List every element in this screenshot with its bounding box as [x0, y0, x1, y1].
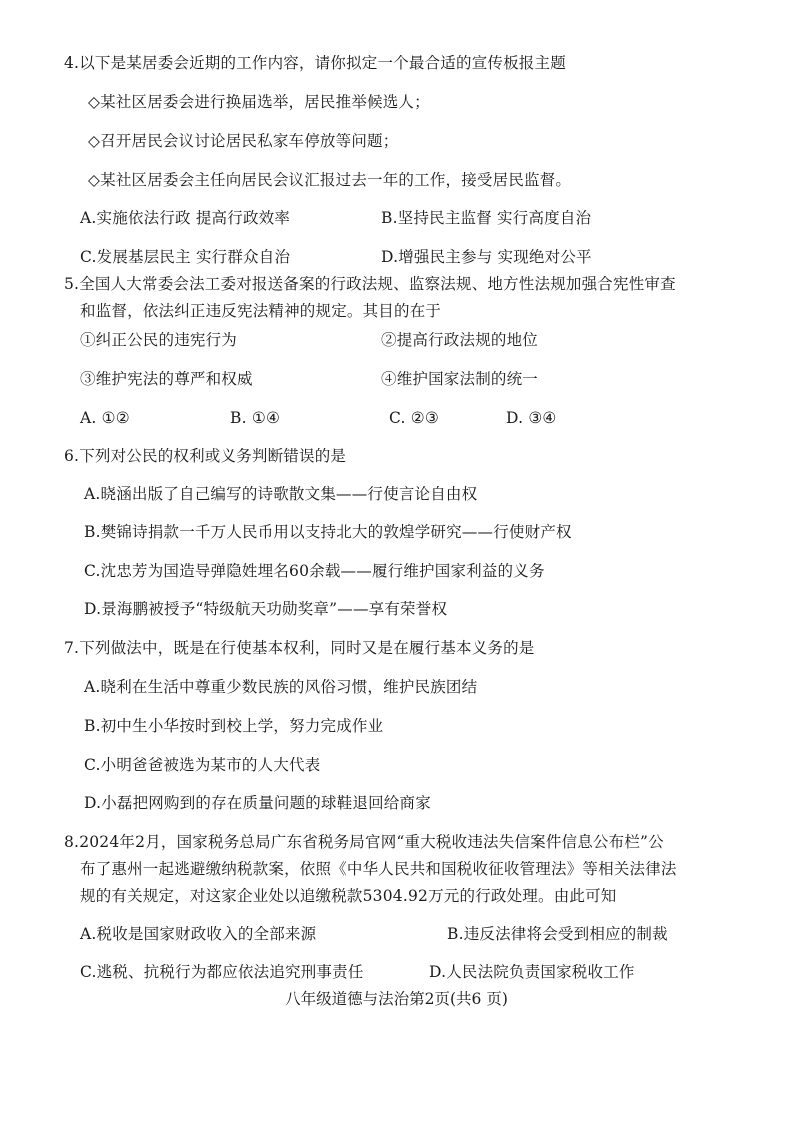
q5-option-c: C. ②③ [389, 409, 439, 427]
q5-stem-line-2: 和监督，依法纠正违反宪法精神的规定。其目的在于 [80, 302, 442, 320]
q8-stem-line-2: 布了惠州一起逃避缴纳税款案，依照《中华人民共和国税收征收管理法》等相关法律法 [80, 860, 677, 878]
q4-bullet-2: ◇召开居民会议讨论居民私家车停放等问题； [88, 132, 399, 150]
q5-statement-4: ④维护国家法制的统一 [381, 370, 539, 388]
q5-option-d: D. ③④ [506, 409, 557, 427]
q8-option-d: D.人民法院负责国家税收工作 [429, 963, 635, 981]
q6-option-a: A.晓涵出版了自己编写的诗歌散文集——行使言论自由权 [84, 485, 478, 503]
q4-bullet-3: ◇某社区居委会主任向居民会议汇报过去一年的工作，接受居民监督。 [88, 171, 572, 189]
q5-statement-3: ③维护宪法的尊严和权威 [80, 370, 253, 388]
q4-stem: 4.以下是某居委会近期的工作内容，请你拟定一个最合适的宣传板报主题 [64, 54, 566, 72]
q5-option-b: B. ①④ [230, 409, 281, 427]
q7-option-c: C.小明爸爸被选为某市的人大代表 [84, 756, 321, 774]
q8-stem-line-1: 8.2024年2月，国家税务总局广东省税务局官网“重大税收违法失信案件信息公布栏”公 [64, 833, 664, 851]
q6-option-d: D.景海鹏被授予“特级航天功勋奖章”——享有荣誉权 [84, 600, 448, 618]
q8-stem-line-3: 规的有关规定，对这家企业处以追缴税款5304.92万元的行政处理。由此可知 [80, 887, 617, 905]
q5-statement-1: ①纠正公民的违宪行为 [80, 331, 238, 349]
q5-option-a: A. ①② [80, 409, 130, 427]
q6-stem: 6.下列对公民的权利或义务判断错误的是 [64, 447, 347, 465]
q7-stem: 7.下列做法中，既是在行使基本权利，同时又是在履行基本义务的是 [64, 639, 535, 657]
q6-option-b: B.樊锦诗捐款一千万人民币用以支持北大的敦煌学研究——行使财产权 [84, 523, 572, 541]
q4-option-b: B.坚持民主监督 实行高度自治 [381, 209, 592, 227]
q7-option-a: A.晓利在生活中尊重少数民族的风俗习惯，维护民族团结 [84, 678, 478, 696]
q8-option-b: B.违反法律将会受到相应的制裁 [447, 925, 668, 943]
page-footer: 八年级道德与法治第2页(共6 页) [285, 990, 508, 1008]
q8-option-a: A.税收是国家财政收入的全部来源 [80, 925, 317, 943]
q6-option-c: C.沈忠芳为国造导弹隐姓埋名60余载——履行维护国家利益的义务 [84, 562, 545, 580]
q4-option-d: D.增强民主参与 实现绝对公平 [381, 248, 592, 266]
q7-option-d: D.小磊把网购到的存在质量问题的球鞋退回给商家 [84, 794, 431, 812]
q5-stem-line-1: 5.全国人大常委会法工委对报送备案的行政法规、监察法规、地方性法规加强合宪性审查 [64, 275, 676, 293]
q5-statement-2: ②提高行政法规的地位 [381, 331, 539, 349]
q7-option-b: B.初中生小华按时到校上学，努力完成作业 [84, 717, 384, 735]
q8-option-c: C.逃税、抗税行为都应依法追究刑事责任 [80, 963, 364, 981]
q4-bullet-1: ◇某社区居委会进行换届选举，居民推举候选人； [88, 93, 430, 111]
q4-option-c: C.发展基层民主 实行群众自治 [80, 248, 291, 266]
q4-option-a: A.实施依法行政 提高行政效率 [80, 209, 291, 227]
